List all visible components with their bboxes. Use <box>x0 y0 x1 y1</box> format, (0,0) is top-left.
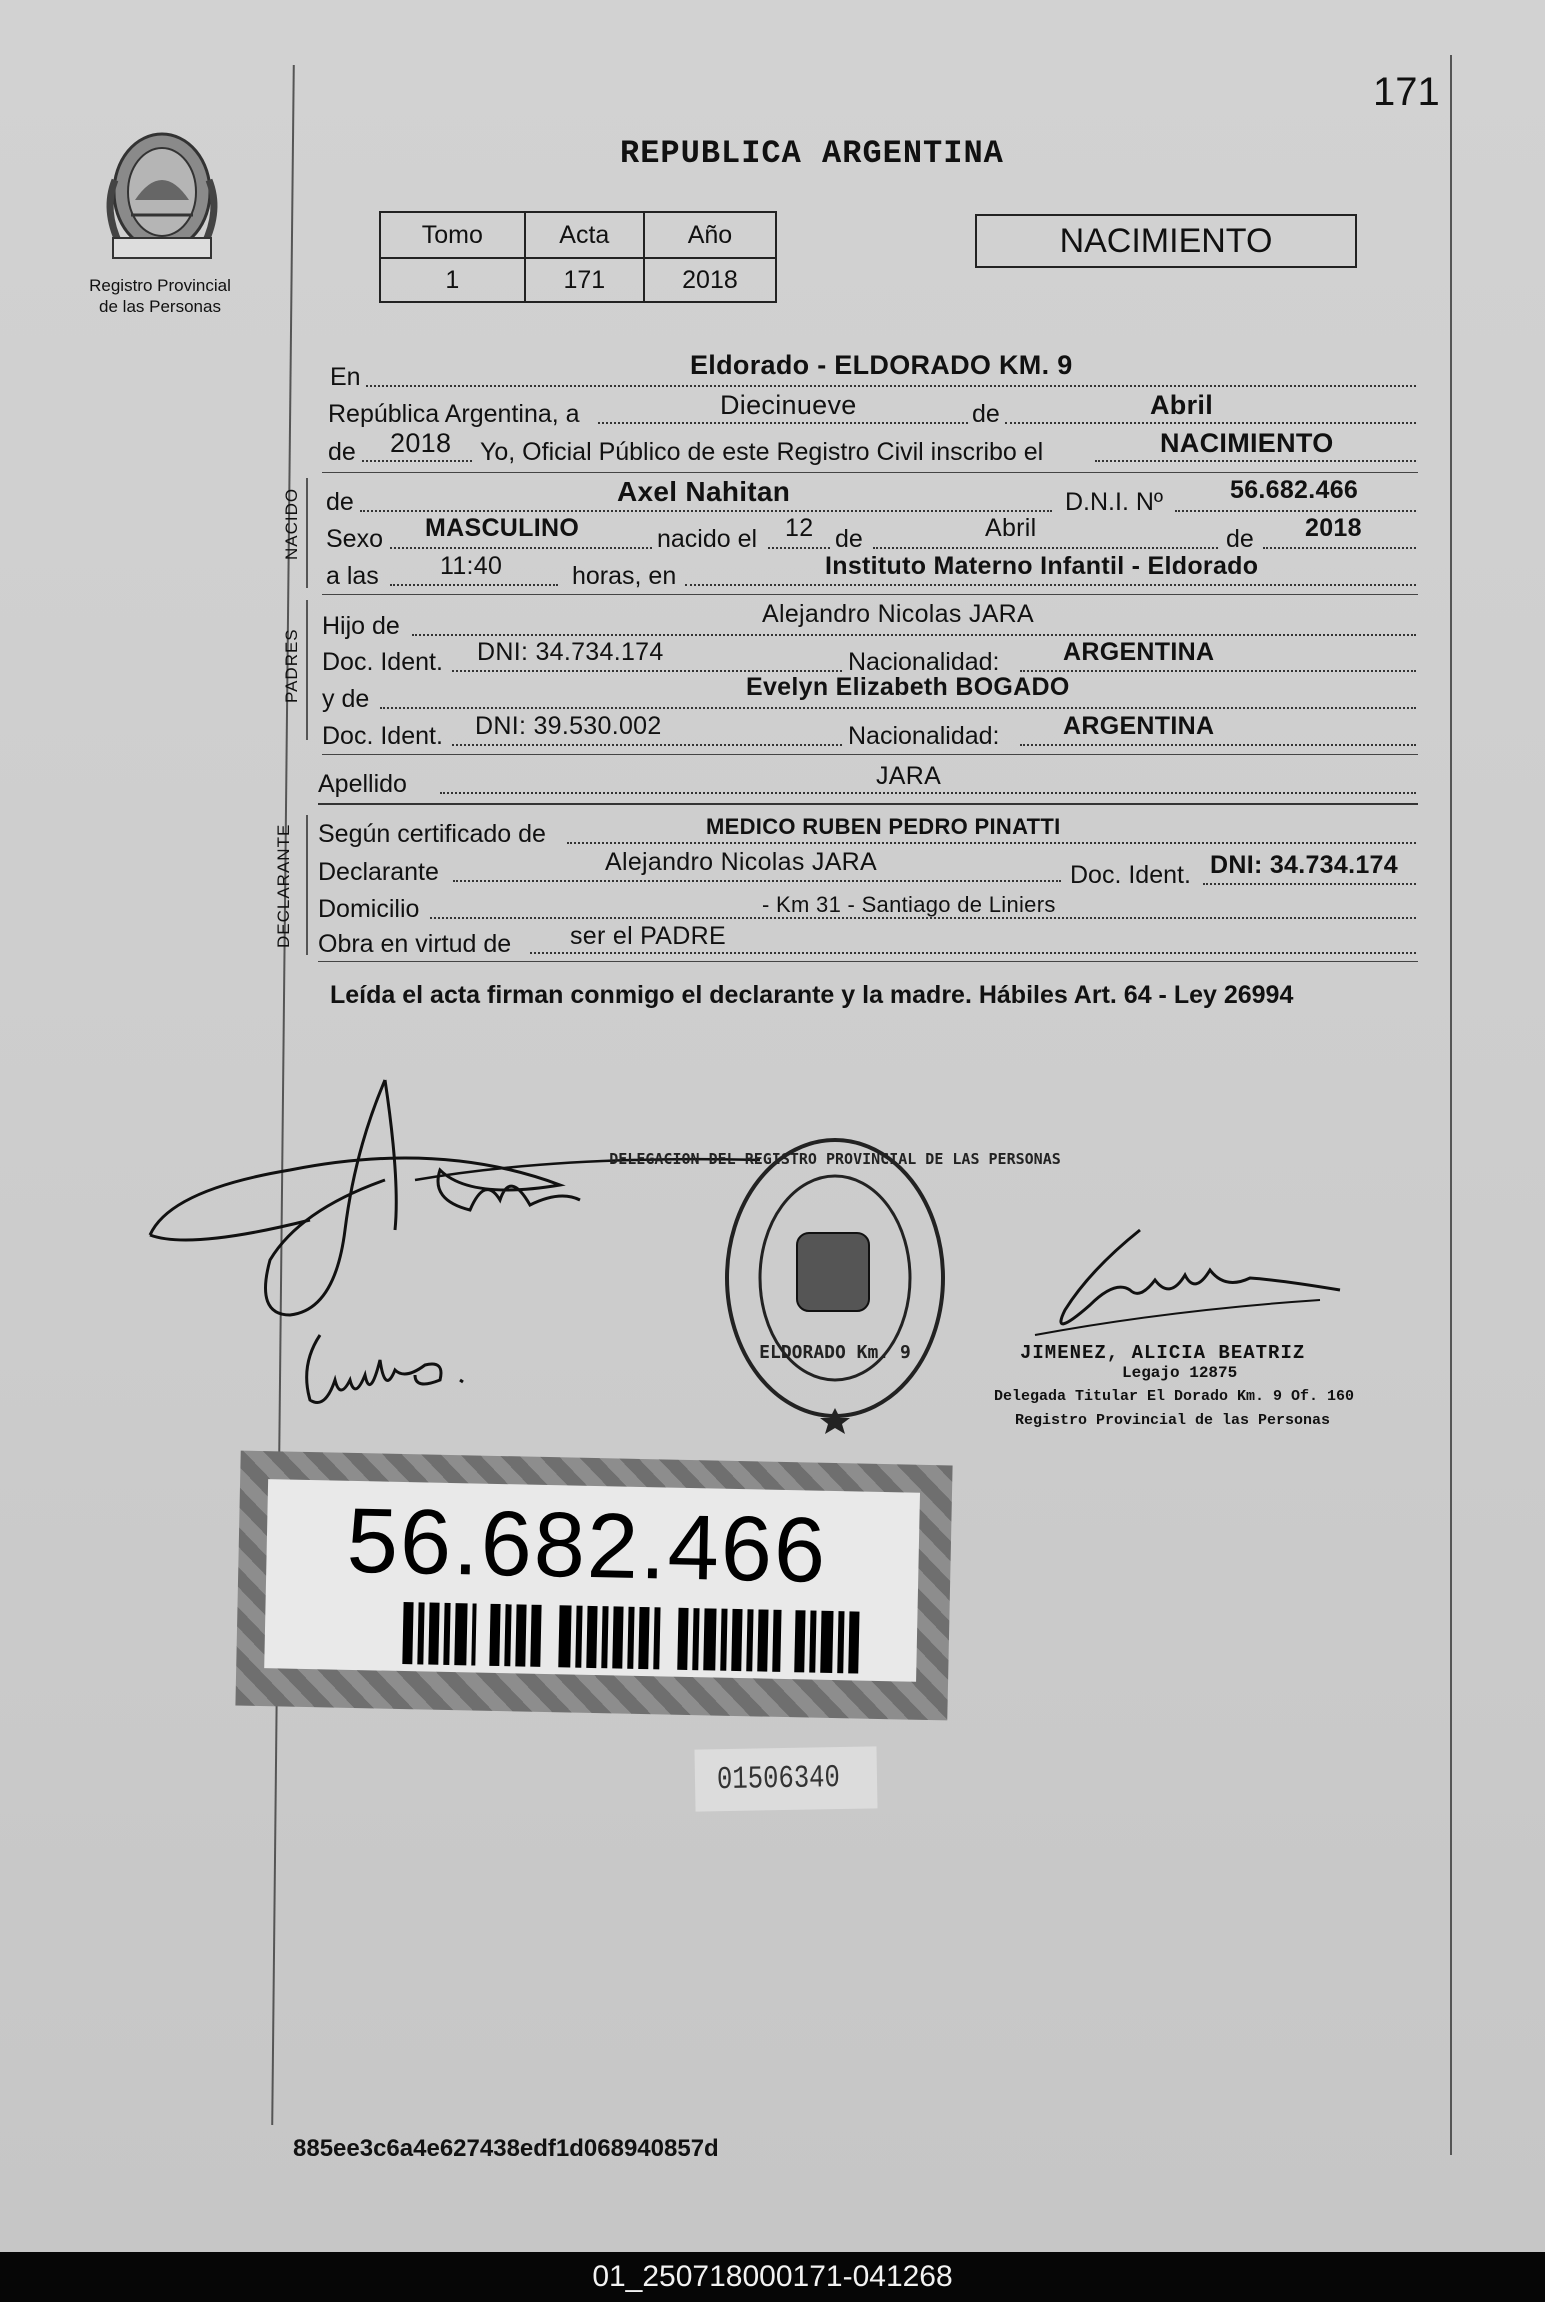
byear-dots <box>1263 547 1416 549</box>
padres-bar <box>306 600 308 740</box>
month-dots <box>1005 422 1416 424</box>
alas-label: a las <box>326 562 379 590</box>
en-value: Eldorado - ELDORADO KM. 9 <box>690 350 1073 380</box>
value-ano: 2018 <box>644 258 776 302</box>
mother-signature <box>295 1320 495 1420</box>
de2-label: de <box>328 438 356 466</box>
page-number: 171 <box>1373 70 1440 114</box>
declarant-signature <box>140 1060 700 1330</box>
mother-name: Evelyn Elizabeth BOGADO <box>746 673 1070 701</box>
domicilio-value: - Km 31 - Santiago de Liniers <box>762 892 1056 917</box>
side-label-padres: PADRES <box>282 628 301 703</box>
registry-oval-stamp <box>609 1128 1061 1438</box>
official-stamp-line3: Delegada Titular El Dorado Km. 9 Of. 160 <box>994 1388 1355 1405</box>
domicilio-label: Domicilio <box>318 895 420 923</box>
docident2-label: Doc. Ident. <box>322 722 443 750</box>
header-acta: Acta <box>525 212 644 258</box>
name-dots <box>360 510 1052 512</box>
inscribo-dots <box>1095 460 1416 462</box>
father-doc: DNI: 34.734.174 <box>477 638 664 666</box>
docident-label: Doc. Ident. <box>322 648 443 676</box>
year-value: 2018 <box>390 428 452 458</box>
en-dots <box>366 385 1416 387</box>
nacionalidad2-label: Nacionalidad: <box>848 722 1000 750</box>
mother-dots <box>380 707 1416 709</box>
value-tomo: 1 <box>380 258 525 302</box>
de3-label: de <box>326 488 354 516</box>
de-label: de <box>972 400 1000 428</box>
obra-value: ser el PADRE <box>570 922 726 950</box>
mother-doc: DNI: 39.530.002 <box>475 712 662 740</box>
logo-org-line2: de las Personas <box>99 297 221 316</box>
header-tomo: Tomo <box>380 212 525 258</box>
nacionalidad-label: Nacionalidad: <box>848 648 1000 676</box>
value-acta: 171 <box>525 258 644 302</box>
divider-5 <box>318 961 1418 962</box>
footer-code: 01_250718000171-041268 <box>0 2252 1545 2302</box>
dni-sticker <box>235 1451 952 1721</box>
divider-4 <box>318 803 1418 805</box>
document-hash: 885ee3c6a4e627438edf1d068940857d <box>293 2135 719 2162</box>
apellido-dots <box>440 792 1416 794</box>
horas-label: horas, en <box>572 562 677 590</box>
official-stamp-line2: Legajo 12875 <box>1122 1364 1238 1382</box>
mother-nat-dots <box>1020 744 1416 746</box>
oficial-text: Yo, Oficial Público de este Registro Civil inscribo el <box>480 438 1044 466</box>
child-name: Axel Nahitan <box>617 476 791 507</box>
day-value: Diecinueve <box>720 390 857 420</box>
en-label: En <box>330 363 361 391</box>
birth-day: 12 <box>785 514 814 542</box>
declarante-doc-dots <box>1203 883 1416 885</box>
father-dots <box>412 634 1416 636</box>
certificado-dots <box>567 842 1416 844</box>
bmonth-dots <box>873 547 1218 549</box>
nacido-label: nacido el <box>657 525 758 553</box>
dni-label: D.N.I. Nº <box>1065 488 1164 516</box>
divider-3 <box>322 754 1418 755</box>
birth-place: Instituto Materno Infantil - Eldorado <box>825 552 1259 580</box>
declarante-value: Alejandro Nicolas JARA <box>605 848 877 876</box>
month-value: Abril <box>1150 390 1214 420</box>
official-signature <box>1020 1220 1350 1350</box>
dni-dots <box>1175 510 1416 512</box>
sexo-dots <box>390 547 652 549</box>
child-dni: 56.682.466 <box>1230 476 1359 504</box>
birth-month: Abril <box>985 514 1037 542</box>
place-dots <box>685 584 1416 586</box>
declarante-dots <box>453 880 1061 882</box>
mother-doc-dots <box>452 744 842 746</box>
closing-text: Leída el acta firman conmigo el declarante y la madre. Hábiles Art. 64 - Ley 26994 <box>330 981 1294 1009</box>
sticker-number: 56.682.466 <box>345 1489 829 1602</box>
bday-dots <box>768 547 830 549</box>
side-label-nacido: NACIDO <box>282 487 301 560</box>
declarante-label: Declarante <box>318 858 439 886</box>
side-label-declarante: DECLARANTE <box>274 823 293 948</box>
apellido-value: JARA <box>876 762 942 790</box>
official-stamp-line1: JIMENEZ, ALICIA BEATRIZ <box>1020 1342 1306 1364</box>
header-ano: Año <box>644 212 776 258</box>
serial-stamp <box>694 1746 877 1811</box>
birth-time: 11:40 <box>440 552 503 580</box>
divider-2 <box>322 594 1418 595</box>
obra-dots <box>530 952 1416 954</box>
divider-1 <box>322 472 1418 473</box>
father-nat-dots <box>1020 670 1416 672</box>
certificado-value: MEDICO RUBEN PEDRO PINATTI <box>706 814 1061 839</box>
country-title: REPUBLICA ARGENTINA <box>620 135 1004 172</box>
sexo-value: MASCULINO <box>425 514 580 542</box>
serial-number: 01506340 <box>716 1759 841 1799</box>
logo-org-line1: Registro Provincial <box>89 276 231 295</box>
sticker-barcode <box>402 1602 864 1674</box>
day-dots <box>598 422 968 424</box>
right-margin-line <box>1450 55 1452 2155</box>
certificado-label: Según certificado de <box>318 820 546 848</box>
declarante-doc: DNI: 34.734.174 <box>1210 851 1398 879</box>
stamp-inner-text: ELDORADO Km. 9 <box>759 1342 911 1363</box>
record-type-box: NACIMIENTO <box>975 214 1357 268</box>
birth-year: 2018 <box>1305 514 1362 542</box>
hijo-label: Hijo de <box>322 612 400 640</box>
stamp-outer-text: DELEGACION DEL REGISTRO PROVINCIAL DE LAS PERSONAS <box>609 1150 1061 1168</box>
father-doc-dots <box>452 670 842 672</box>
yde-label: y de <box>322 685 370 713</box>
declarante-bar <box>306 815 308 955</box>
year-dots <box>362 460 472 462</box>
province-logo <box>95 120 230 270</box>
republica-label: República Argentina, a <box>328 400 580 428</box>
apellido-label: Apellido <box>318 770 407 798</box>
docident3-label: Doc. Ident. <box>1070 861 1191 889</box>
sexo-label: Sexo <box>326 525 383 553</box>
nacido-bar <box>306 478 308 588</box>
obra-label: Obra en virtud de <box>318 930 512 958</box>
mother-nationality: ARGENTINA <box>1063 712 1215 740</box>
de4-label: de <box>835 525 863 553</box>
de5-label: de <box>1226 525 1254 553</box>
inscribo-value: NACIMIENTO <box>1160 428 1334 458</box>
father-name: Alejandro Nicolas JARA <box>762 600 1034 628</box>
record-table <box>379 211 777 303</box>
time-dots <box>390 584 558 586</box>
official-stamp-line4: Registro Provincial de las Personas <box>1015 1412 1331 1429</box>
father-nationality: ARGENTINA <box>1063 638 1215 666</box>
